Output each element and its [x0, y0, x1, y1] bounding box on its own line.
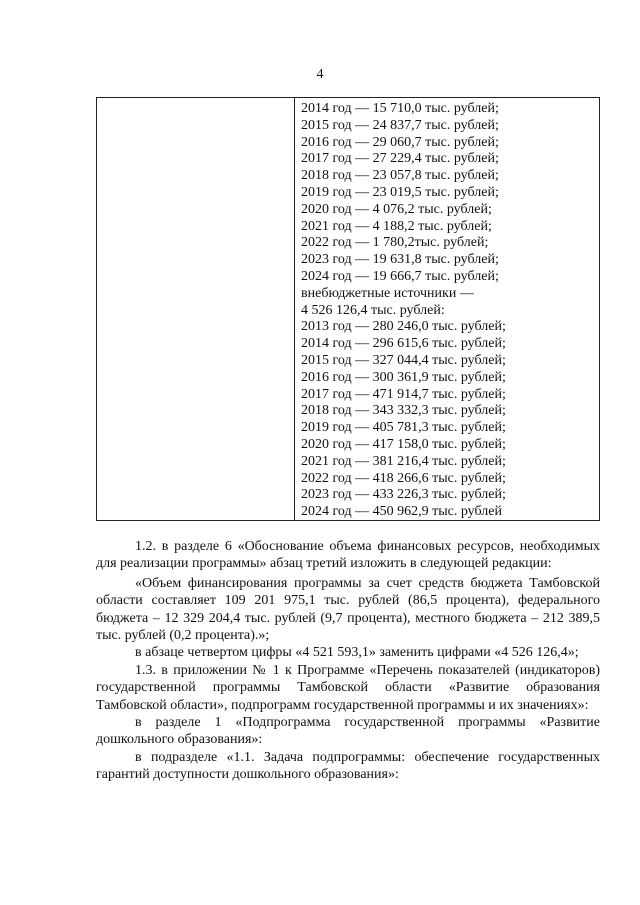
- budget-line: 2014 год — 15 710,0 тыс. рублей;: [301, 101, 499, 116]
- budget-line: 2020 год — 417 158,0 тыс. рублей;: [301, 436, 506, 452]
- budget-line: 2021 год — 4 188,2 тыс. рублей;: [301, 218, 492, 234]
- budget-line: 2016 год — 29 060,7 тыс. рублей;: [301, 134, 499, 150]
- table-column-divider: [294, 98, 295, 520]
- budget-line: 2018 год — 23 057,8 тыс. рублей;: [301, 168, 499, 184]
- paragraph-replace-figures: в абзаце четвертом цифры «4 521 593,1» заменить цифрами «4 526 126,4»;: [135, 645, 579, 661]
- budget-line: 2019 год — 405 781,3 тыс. рублей;: [301, 420, 506, 436]
- budget-line: 2024 год — 19 666,7 тыс. рублей;: [301, 268, 499, 284]
- budget-line: 2015 год — 24 837,7 тыс. рублей;: [301, 117, 499, 133]
- paragraph-section-1: в разделе 1 «Подпрограмма государственной программы «Развитие дошкольного образования»:: [96, 715, 600, 748]
- budget-line: 2017 год — 471 914,7 тыс. рублей;: [301, 386, 506, 402]
- page-number: 4: [316, 67, 324, 82]
- budget-line: 2015 год — 327 044,4 тыс. рублей;: [301, 352, 506, 368]
- budget-line: внебюджетные источники —: [301, 285, 474, 301]
- budget-line: 2023 год — 19 631,8 тыс. рублей;: [301, 252, 499, 268]
- budget-line: 2023 год — 433 226,3 тыс. рублей;: [301, 487, 506, 503]
- paragraph-1-3: 1.3. в приложении № 1 к Программе «Перечень показателей (индикаторов) государственной программы Тамбовской области «Развитие образования Тамбовской области», подпрограмм государственной программы и их значениях»:: [96, 662, 600, 713]
- paragraph-1-2: 1.2. в разделе 6 «Обоснование объема финансовых ресурсов, необходимых для реализации программы» абзац третий изложить в следующей редакции:: [96, 539, 600, 572]
- budget-line: 2016 год — 300 361,9 тыс. рублей;: [301, 369, 506, 385]
- budget-line: 2017 год — 27 229,4 тыс. рублей;: [301, 151, 499, 167]
- budget-line: 2013 год — 280 246,0 тыс. рублей;: [301, 319, 506, 335]
- budget-line: 4 526 126,4 тыс. рублей:: [301, 302, 445, 318]
- financing-amounts-cell: [301, 101, 601, 521]
- budget-line: 2022 год — 1 780,2тыс. рублей;: [301, 235, 489, 251]
- budget-line: 2021 год — 381 216,4 тыс. рублей;: [301, 453, 506, 469]
- budget-line: 2020 год — 4 076,2 тыс. рублей;: [301, 201, 492, 217]
- budget-line: 2022 год — 418 266,6 тыс. рублей;: [301, 470, 506, 486]
- budget-line: 2014 год — 296 615,6 тыс. рублей;: [301, 336, 506, 352]
- financing-table: [96, 97, 600, 521]
- paragraph-quote: «Объем финансирования программы за счет средств бюджета Тамбовской области составляет 109 201 975,1 тыс. рублей (86,5 процента), федерального бюджета – 12 329 204,4 тыс. рублей (9,7 процента), местного бюджета – 212 389,5 тыс. рублей (0,2 процента).»;: [96, 575, 600, 644]
- budget-line: 2024 год — 450 962,9 тыс. рублей: [301, 504, 502, 520]
- budget-line: 2019 год — 23 019,5 тыс. рублей;: [301, 184, 499, 200]
- paragraph-subsection-1-1: в подразделе «1.1. Задача подпрограммы: обеспечение государственных гарантий доступности дошкольного образования»:: [96, 749, 600, 783]
- document-body: [96, 538, 600, 784]
- budget-line: 2018 год — 343 332,3 тыс. рублей;: [301, 403, 506, 419]
